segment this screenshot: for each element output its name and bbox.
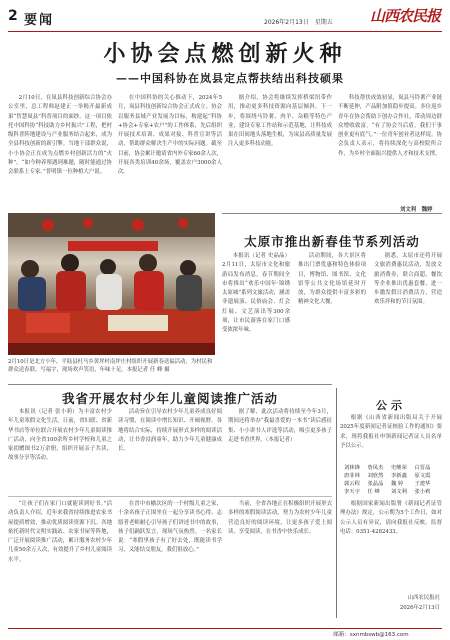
article1-column-3: 据介绍，协会将继续发挥桥梁纽带作用，推动更多科技资源向基层倾斜。下一步，将围绕马铃薯、肉羊、杂粮等特色产业，建设专家工作站和示范基地，让科技成果在田间地头落地生根，为岚县高质量发展注入更多科技动能。 <box>228 95 332 148</box>
staff-name: 王建华 <box>414 481 431 487</box>
article2-column-3: 据悉，太原市还将开展文旅消费惠民活动，发放文旅消费券，联合商超、餐饮等企业推出优惠套餐，进一步激发假日消费活力，营造欢乐祥和的节日氛围。 <box>374 253 442 306</box>
article1-column-4: 科技帮扶成效初显，岚县马铃薯产业链不断延伸，产品附加值稳步提高。多位返乡青年在协会帮助下创办合作社，带动周边群众增收致富。“有了协会当后盾，我们干事创业更有底气。”一位青年创业者这样说。协会负责人表示，将持续深化与高校院所合作，为乡村全面振兴提供人才和技术支撑。 <box>338 95 442 157</box>
notice-staff-list <box>344 464 438 496</box>
header-rule <box>8 31 442 32</box>
notice-text-2: 根据国家新闻出版署《新闻记者证管理办法》规定，公示期为5个工作日，如对公示人员有异议，请向我报社反映。监督电话：0351-4282433。 <box>340 501 442 535</box>
notice-sign-date: 2026年2月13日 <box>399 605 440 611</box>
staff-name: 刘林锋 <box>344 465 360 471</box>
article1-byline: 刘文利 魏婷 <box>400 207 433 213</box>
staff-name: 任 峰 <box>367 489 380 495</box>
article3-column-2: 活动旨在引导农村少年儿童养成良好阅读习惯，在阅读中增长知识、开阔视野。各地将结合实际，持续开展形式多样的阅读活动，让书香浸润童年，助力少年儿童健康成长。 <box>118 409 222 453</box>
staff-name: 原文霞 <box>414 473 431 479</box>
notice-text-1: 根据《山西省新闻出版局关于开展2025年度新闻记者证核验工作的通知》要求，现将我报社申领新闻记者证人员名单予以公示。 <box>340 415 442 449</box>
staff-name: 白晋晶 <box>414 465 431 471</box>
article2-column-2: 活动期间，各大景区将推出门票优惠和特色体验项目，博物馆、图书馆、文化馆等公共文化场馆延时开放，为群众提供丰富多彩的精神文化大餐。 <box>298 253 366 306</box>
article2-column-1: 本报讯（记者 史晶晶）2月11日，太原市文化和旅游局发布消息，春节期间全市将推出“欢乐中国年·锦绣太原城”系列文旅活动，涵盖非遗展演、民俗庙会、灯会灯展、文艺演出等300余项，让市民游客在家门口感受浓浓年味。 <box>222 253 290 334</box>
article3-lower-column-3: 当前，全省各地正在积极组织开展形式多样的寒假阅读活动，努力为农村少年儿童营造良好的阅读环境，让更多孩子爱上阅读、享受阅读，在书香中快乐成长。 <box>228 501 332 535</box>
footer-email: 邮箱：sxnmbswb@163.com <box>333 632 409 638</box>
section-divider <box>222 213 442 214</box>
paper-logo: 山西农民报 <box>369 7 440 25</box>
staff-name: 刘欣然 <box>367 473 384 479</box>
staff-name: 刘文利 <box>391 489 407 495</box>
notice-title: 公示 <box>376 399 406 412</box>
photo-caption: 2月10日是北方小年，平陆县杜马乡黄坪村南坪庄村组织开展新春送福活动，为村民和群众送春联、写福字，现场欢声笑语，年味十足。本报记者 任 峰 摄 <box>8 359 213 373</box>
staff-name: 张小莉 <box>414 489 431 495</box>
article2-headline: 太原市推出新春佳节系列活动 <box>244 234 420 249</box>
staff-name: 詹凤杰 <box>367 465 384 471</box>
issue-date: 2026年2月13日 星期五 <box>264 19 333 26</box>
article1-subheadline: ——中国科协在岚县定点帮扶结出科技硕果 <box>116 72 344 85</box>
staff-name: 郭云程 <box>344 481 360 487</box>
article1-headline: 小协会点燃创新火种 <box>103 41 347 67</box>
staff-name: 李天宇 <box>344 489 360 495</box>
notice-divider <box>336 388 337 618</box>
staff-name: 魏 婷 <box>391 481 404 487</box>
article3-headline: 我省开展农村少年儿童阅读推广活动 <box>61 391 278 406</box>
article1-column-2: 在中国科协的关心推动下，2024年5月，岚县科技创新综合协会正式成立。协会以服务县域产业发展为目标，构建起“科协+协会+专家+农户”的工作体系，先后组织开展技术培训、成果对接、科普宣讲等活动，帮助群众解决生产中的实际问题。截至目前，协会累计邀请省内外专家60余人次，开展各类培训40余场，覆盖农户3000余人次。 <box>118 95 222 176</box>
staff-name: 史继荣 <box>391 465 407 471</box>
article3-column-1: 本报讯（记者 张小莉）为丰富农村少年儿童寒假文化生活，日前，省妇联、省新华书店等单位联合开展农村少年儿童阅读推广活动，向全省100余所乡村学校和儿童之家捐赠图书2万余册，组织开展亲子共读、故事分享等活动。 <box>8 409 112 462</box>
staff-name: 唐菲林 <box>344 473 360 479</box>
page-number: 2 <box>8 8 18 24</box>
section-divider <box>8 496 332 497</box>
notice-signature: 山西农民报社 <box>407 595 440 601</box>
footer-rule <box>8 628 442 629</box>
news-photo <box>8 213 215 355</box>
notice-box <box>340 414 442 618</box>
article3-column-3: 据了解，此次活动将持续至今年3月，期间还将举办“我最喜爱的一本书”读后感征集、小小讲书人评选等活动，吸引更多孩子走进书香世界。（本报记者） <box>228 409 332 443</box>
article3-lower-column-1: “让孩子们在家门口就能读到好书。”活动负责人介绍，近年来我省持续推进农家书屋提质增效，推动优质阅读资源下沉。各地依托新时代文明实践站、农家书屋等阵地，广泛开展阅读推广活动，累计服务农村少年儿童50余万人次，有效提升了乡村儿童阅读水平。 <box>8 501 112 563</box>
section-title: 要闻 <box>24 13 55 28</box>
article1-column-1: 2月10日，在岚县科技创新综合协会办公室里，总工程师赵建正一举揭开最新成果“智慧岚县”科普项目的面纱。这一项目依托中国科协“科技助力乡村振兴”工程，把村级科普阵地建设与产业服务结合起来，成为全县科技创新的新引擎。当地干部群众说，小小协会正在成为点燃乡村创新活力的“火种”。“如今种养殖遇到难题，随时能通过协会联系上专家。”普明镇一位种植大户说。 <box>8 95 112 176</box>
staff-name: 李新鑫 <box>391 473 407 479</box>
staff-name: 张晶晶 <box>367 481 384 487</box>
article3-lower-column-2: 在晋中市榆次区的一个村级儿童之家，十余名孩子正围坐在一起分享读书心得。志愿者老师耐心引导孩子们讲述书中的故事，孩子们踊跃发言，现场气氛热烈。一名家长说：“寒假里孩子有了好去处，既能读书学习，又能结交朋友，我们很放心。” <box>118 501 222 554</box>
page-header <box>8 6 442 32</box>
section-divider <box>8 384 332 385</box>
